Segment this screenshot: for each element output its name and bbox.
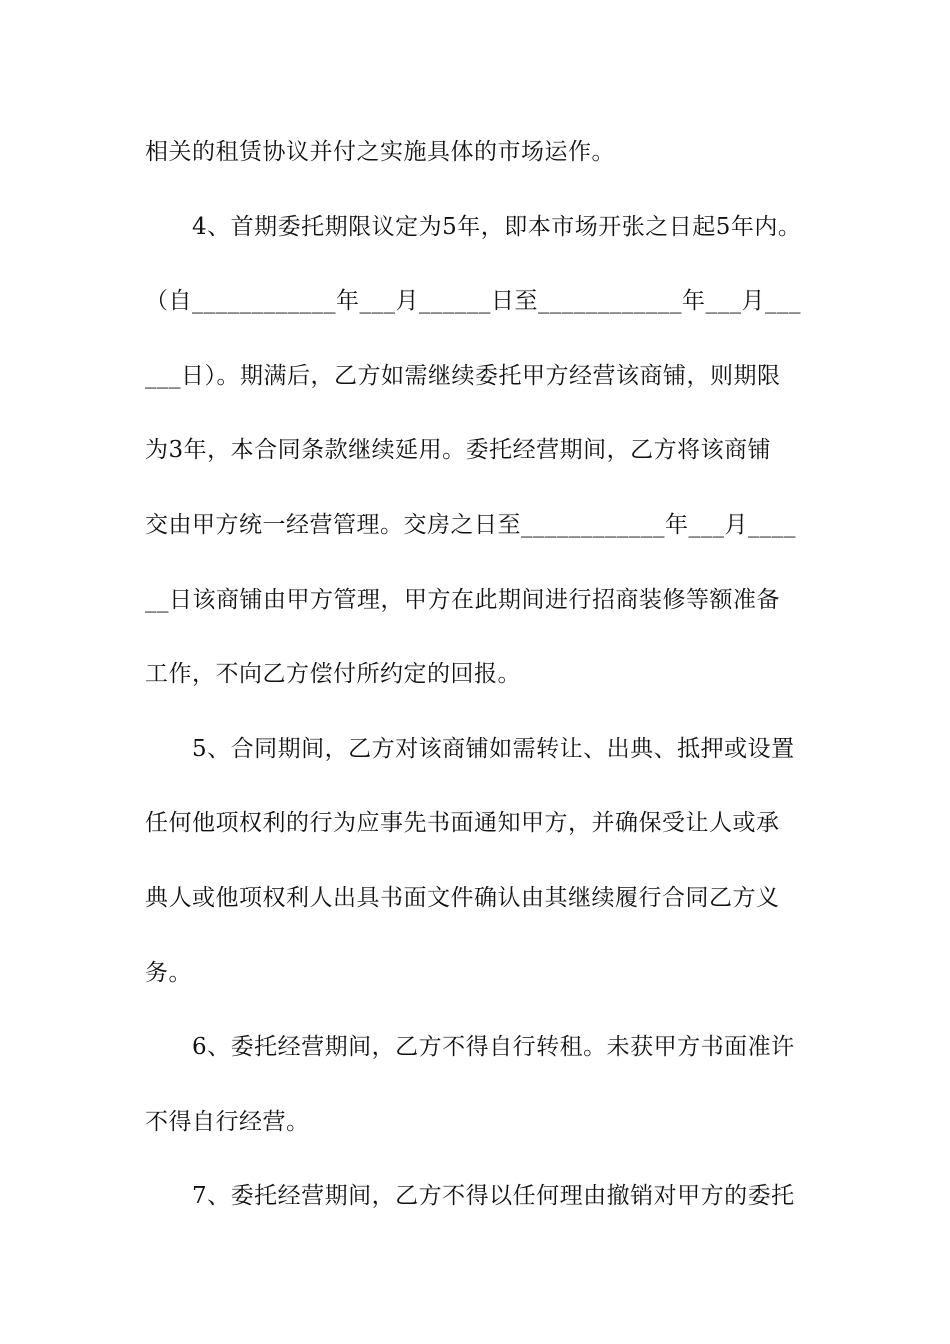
- text-line-2: 4、首期委托期限议定为5年，即本市场开张之日起5年内。: [145, 214, 802, 240]
- text-line-9: 5、合同期间，乙方对该商铺如需转让、出典、抵押或设置: [145, 736, 795, 762]
- text-line-3: （自____________年___月______日至____________年___月___: [145, 288, 801, 314]
- text-line-5: 为3年，本合同条款继续延用。委托经营期间，乙方将该商铺: [145, 437, 772, 463]
- text-line-12: 务。: [145, 960, 192, 986]
- text-line-4: ___日）。期满后，乙方如需继续委托甲方经营该商铺，则期限: [145, 363, 781, 389]
- text-line-15: 7、委托经营期间，乙方不得以任何理由撤销对甲方的委托: [145, 1183, 795, 1209]
- text-line-7: __日该商铺由甲方管理，甲方在此期间进行招商装修等额准备: [145, 587, 780, 613]
- text-line-8: 工作，不向乙方偿付所约定的回报。: [145, 661, 521, 687]
- text-line-10: 任何他项权利的行为应事先书面通知甲方，并确保受让人或承: [145, 810, 780, 836]
- text-line-11: 典人或他项权利人出具书面文件确认由其继续履行合同乙方义: [145, 885, 780, 911]
- text-line-13: 6、委托经营期间，乙方不得自行转租。未获甲方书面准许: [145, 1034, 795, 1060]
- text-line-6: 交由甲方统一经营管理。交房之日至____________年___月____: [145, 512, 796, 538]
- text-line-14: 不得自行经营。: [145, 1109, 310, 1135]
- text-line-1: 相关的租赁协议并付之实施具体的市场运作。: [145, 139, 615, 165]
